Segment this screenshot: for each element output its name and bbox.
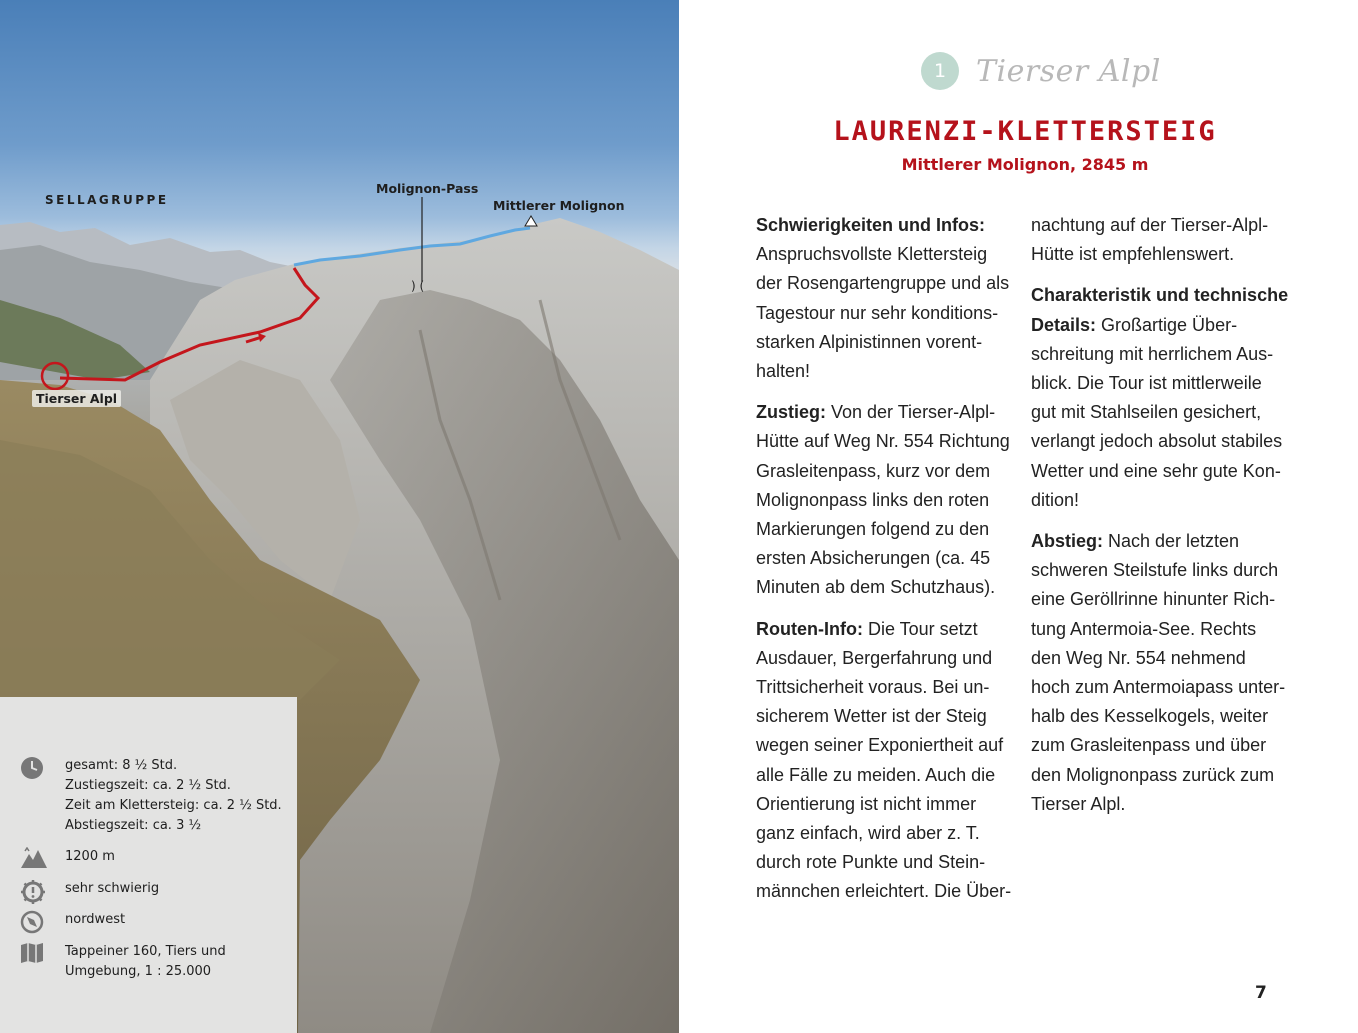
summit-marker-icon bbox=[525, 216, 537, 226]
info-difficulty-value: sehr schwierig bbox=[65, 881, 160, 896]
text-line: durch rote Punkte und Stein- bbox=[756, 852, 986, 873]
info-time-descent: Abstiegszeit: ca. 3 ½ bbox=[65, 818, 202, 833]
text-line: alle Fälle zu meiden. Auch die bbox=[756, 764, 996, 785]
info-time-approach: Zustiegszeit: ca. 2 ½ Std. bbox=[65, 778, 231, 793]
text-line: schreitung mit herrlichem Aus- bbox=[1031, 343, 1274, 364]
chapter-header bbox=[921, 52, 1161, 90]
info-elevation bbox=[20, 847, 115, 873]
text-line: den Weg Nr. 554 nehmend bbox=[1031, 647, 1246, 668]
text-line: hoch zum Antermoiapass unter- bbox=[1031, 677, 1286, 698]
text-line: ersten Absicherungen (ca. 45 bbox=[756, 548, 991, 569]
text-line: Grasleitenpass, kurz vor dem bbox=[756, 460, 991, 481]
heading-schwierigkeiten: Schwierigkeiten und Infos: bbox=[756, 215, 986, 235]
heading-abstieg: Abstieg: bbox=[1031, 531, 1103, 552]
text-line: verlangt jedoch absolut stabiles bbox=[1031, 431, 1283, 452]
compass-icon bbox=[20, 910, 48, 936]
text-line: Orientierung ist nicht immer bbox=[756, 793, 977, 814]
text-line: gut mit Stahlseilen gesichert, bbox=[1031, 402, 1262, 423]
text-line: Von der Tierser-Alpl- bbox=[826, 402, 996, 423]
text-line: Hütte ist empfehlenswert. bbox=[1031, 244, 1235, 265]
info-map bbox=[20, 942, 226, 982]
text-line: wegen seiner Exponiertheit auf bbox=[756, 735, 1004, 756]
info-map-line-1: Tappeiner 160, Tiers und bbox=[65, 944, 226, 959]
text-line: Nach der letzten bbox=[1103, 531, 1240, 552]
info-direction-value: nordwest bbox=[65, 912, 126, 927]
info-time-total: gesamt: 8 ½ Std. bbox=[65, 758, 178, 773]
label-tierser-alpl: Tierser Alpl bbox=[32, 390, 121, 407]
text-line: Hütte auf Weg Nr. 554 Richtung bbox=[756, 431, 1010, 452]
label-molignon-pass: Molignon-Pass bbox=[376, 181, 479, 196]
chapter-number-badge: 1 bbox=[921, 52, 959, 90]
heading-routen-info: Routen-Info: bbox=[756, 618, 863, 639]
text-line: ganz einfach, wird aber z. T. bbox=[756, 823, 980, 844]
label-sellagruppe: SELLAGRUPPE bbox=[45, 193, 169, 207]
info-time-climb: Zeit am Klettersteig: ca. 2 ½ Std. bbox=[65, 798, 282, 813]
heading-zustieg: Zustieg: bbox=[756, 402, 826, 423]
text-line: eine Geröllrinne hinunter Rich- bbox=[1031, 589, 1276, 610]
text-line: Minuten ab dem Schutzhaus). bbox=[756, 577, 996, 598]
text-line: schweren Steilstufe links durch bbox=[1031, 560, 1279, 581]
text-line: nachtung auf der Tierser-Alpl- bbox=[1031, 215, 1269, 235]
info-direction bbox=[20, 910, 125, 936]
text-line: Anspruchsvollste Klettersteig bbox=[756, 244, 988, 265]
text-line: Wetter und eine sehr gute Kon- bbox=[1031, 460, 1281, 481]
route-subtitle: Mittlerer Molignon, 2845 m bbox=[901, 155, 1149, 174]
page-number: 7 bbox=[1255, 983, 1267, 1003]
text-line: den Molignonpass zurück zum bbox=[1031, 764, 1275, 785]
text-line: Großartige Über- bbox=[1096, 314, 1238, 335]
route-title: LAURENZI-KLETTERSTEIG bbox=[833, 116, 1217, 147]
text-line: blick. Die Tour ist mittlerweile bbox=[1031, 373, 1262, 394]
text-column-2 bbox=[1031, 211, 1301, 819]
info-map-line-2: Umgebung, 1 : 25.000 bbox=[65, 964, 212, 979]
text-line: halten! bbox=[756, 361, 811, 382]
text-line: männchen erleichtert. Die Über- bbox=[756, 881, 1012, 902]
text-line: starken Alpinistinnen vorent- bbox=[756, 331, 983, 352]
text-line: sicherem Wetter ist der Steig bbox=[756, 706, 987, 727]
mountain-icon bbox=[20, 847, 48, 873]
text-line: zum Grasleitenpass und über bbox=[1031, 735, 1267, 756]
text-line: der Rosengartengruppe und als bbox=[756, 273, 1010, 294]
heading-charakteristik: Charakteristik und technische bbox=[1031, 285, 1289, 306]
info-time bbox=[20, 756, 282, 836]
map-icon bbox=[20, 942, 48, 968]
heading-details: Details: bbox=[1031, 314, 1097, 335]
text-line: tung Antermoia-See. Rechts bbox=[1031, 618, 1257, 639]
text-line: halb des Kesselkogels, weiter bbox=[1031, 706, 1269, 727]
text-line: Markierungen folgend zu den bbox=[756, 519, 990, 540]
text-column-1 bbox=[756, 211, 1026, 907]
tour-info-box bbox=[0, 697, 297, 1033]
text-line: dition! bbox=[1031, 489, 1080, 510]
text-line: Tagestour nur sehr konditions- bbox=[756, 302, 999, 323]
clock-icon bbox=[20, 756, 48, 782]
info-difficulty bbox=[20, 879, 159, 905]
text-line: Molignonpass links den roten bbox=[756, 489, 990, 510]
text-line: Ausdauer, Bergerfahrung und bbox=[756, 647, 993, 668]
text-line: Trittsicherheit voraus. Bei un- bbox=[756, 677, 990, 698]
difficulty-gear-icon bbox=[20, 879, 48, 905]
svg-text:) (: ) ( bbox=[411, 279, 425, 293]
chapter-title: Tierser Alpl bbox=[976, 53, 1161, 89]
text-line: Tierser Alpl. bbox=[1031, 793, 1126, 814]
text-line: Die Tour setzt bbox=[862, 618, 978, 639]
label-mittlerer-molignon: Mittlerer Molignon bbox=[493, 198, 625, 213]
info-elevation-value: 1200 m bbox=[65, 849, 115, 864]
